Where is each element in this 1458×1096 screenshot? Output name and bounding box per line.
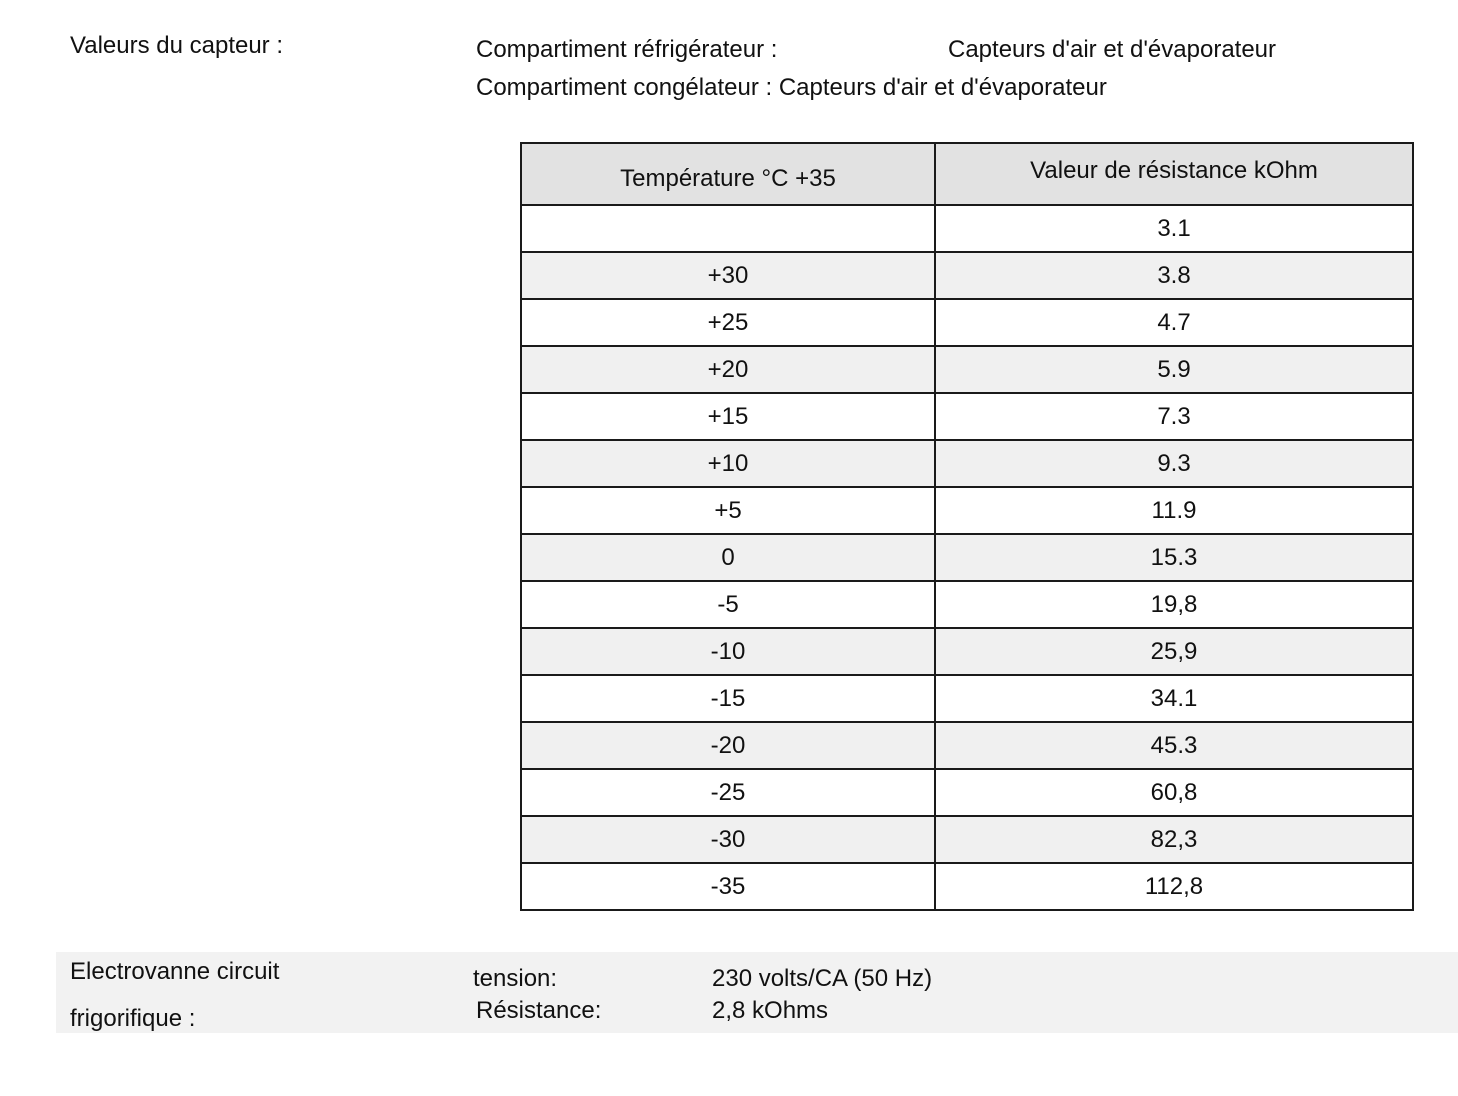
valve-label-line1: Electrovanne circuit — [70, 958, 280, 985]
voltage-label: tension: — [473, 965, 558, 992]
table-header-row — [521, 143, 1413, 205]
temperature-cell: -10 — [521, 628, 935, 675]
table-row — [521, 487, 1413, 534]
resistance-cell: 82,3 — [935, 816, 1413, 863]
table-row — [521, 863, 1413, 910]
valve-label-line2: frigorifique : — [70, 1005, 196, 1032]
temperature-cell: -20 — [521, 722, 935, 769]
temperature-cell: +25 — [521, 299, 935, 346]
temperature-cell: +5 — [521, 487, 935, 534]
temperature-cell: +10 — [521, 440, 935, 487]
sensor-resistance-table — [520, 142, 1414, 911]
temperature-cell: -15 — [521, 675, 935, 722]
table-row — [521, 393, 1413, 440]
resistance-cell: 25,9 — [935, 628, 1413, 675]
sensor-values-label: Valeurs du capteur : — [70, 32, 284, 59]
fridge-compartment-label: Compartiment réfrigérateur : — [476, 36, 778, 63]
resistance-cell: 15.3 — [935, 534, 1413, 581]
resistance-cell: 34.1 — [935, 675, 1413, 722]
resistance-cell: 9.3 — [935, 440, 1413, 487]
table-row — [521, 675, 1413, 722]
column-header-resistance: Valeur de résistance kOhm — [935, 143, 1413, 205]
temperature-cell: -25 — [521, 769, 935, 816]
resistance-cell: 60,8 — [935, 769, 1413, 816]
table-row — [521, 816, 1413, 863]
temperature-cell: +30 — [521, 252, 935, 299]
temperature-cell: +20 — [521, 346, 935, 393]
temperature-cell: 0 — [521, 534, 935, 581]
table-row — [521, 299, 1413, 346]
table-row — [521, 628, 1413, 675]
resistance-cell: 19,8 — [935, 581, 1413, 628]
resistance-cell: 11.9 — [935, 487, 1413, 534]
resistance-cell: 4.7 — [935, 299, 1413, 346]
table-row — [521, 581, 1413, 628]
table-row — [521, 205, 1413, 252]
table-row — [521, 769, 1413, 816]
temperature-cell — [521, 205, 935, 252]
temperature-cell: -35 — [521, 863, 935, 910]
voltage-value: 230 volts/CA (50 Hz) — [712, 965, 933, 992]
resistance-label: Résistance: — [476, 997, 602, 1024]
resistance-cell: 45.3 — [935, 722, 1413, 769]
temperature-cell: -5 — [521, 581, 935, 628]
resistance-cell: 5.9 — [935, 346, 1413, 393]
table-row — [521, 440, 1413, 487]
fridge-compartment-value: Capteurs d'air et d'évaporateur — [948, 36, 1277, 63]
resistance-cell: 3.8 — [935, 252, 1413, 299]
table-row — [521, 346, 1413, 393]
freezer-compartment-line: Compartiment congélateur : Capteurs d'air et d'évaporateur — [476, 74, 1107, 101]
resistance-cell: 112,8 — [935, 863, 1413, 910]
table-row — [521, 534, 1413, 581]
column-header-temperature: Température °C +35 — [521, 143, 935, 205]
temperature-cell: +15 — [521, 393, 935, 440]
table-row — [521, 722, 1413, 769]
resistance-cell: 3.1 — [935, 205, 1413, 252]
table-row — [521, 252, 1413, 299]
resistance-cell: 7.3 — [935, 393, 1413, 440]
temperature-cell: -30 — [521, 816, 935, 863]
resistance-value: 2,8 kOhms — [712, 997, 829, 1024]
